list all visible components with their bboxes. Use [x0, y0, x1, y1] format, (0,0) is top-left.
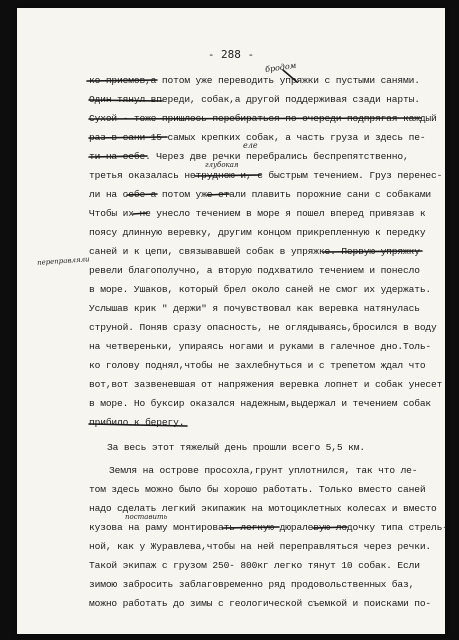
text-line: в море. Но буксир оказался надежным,выдержал и течением собак: [89, 398, 432, 409]
underline-mark: [89, 424, 187, 426]
insertion-mark: [283, 70, 297, 82]
text-line: надо сделать легкий экипажик на мотоциклетных колесах и вместо: [89, 503, 437, 514]
text-line: саней и к цепи, связывавшей собак в упряжке. Первую упряжку: [89, 246, 420, 257]
text-line: можно работать до зимы с геологической съемкой и поисками по-: [89, 598, 432, 609]
text-line: ревели благополучно, а вторую подхватило течением и понесло: [89, 265, 420, 276]
strikethrough-line: [127, 194, 157, 195]
strikethrough-line: [223, 527, 279, 528]
text-line: кузова на раму монтировать легкую дюралевую лодочку типа стрель-: [89, 522, 448, 533]
text-line: струной. Поняв сразу опасность, не оглядываясь,бросился в воду: [89, 322, 437, 333]
text-line: ли на себе а потом уже стали плавить порожние сани с собаками: [89, 189, 432, 200]
text-line: Сухой - тоже пришлось перебираться по очереди подпрягая каждый: [89, 113, 437, 124]
document-page: [17, 8, 448, 634]
strikethrough-line: [89, 137, 167, 138]
text-line: Земля на острове просохла,грунт уплотнился, так что ле-: [109, 465, 418, 476]
handwritten-note: глубокая: [205, 161, 239, 169]
text-line: раз в сани 15 самых крепких собак, а часть груза и здесь пе-: [89, 132, 426, 143]
handwritten-note: бродом: [264, 60, 297, 75]
strikethrough-line: [89, 100, 162, 101]
text-line: Чтобы их не унесло течением в море я пошел вперед привязав к: [89, 208, 426, 219]
text-line: ко приемов,а потом уже переводить упряжки с пустыми санями.: [89, 75, 420, 86]
handwritten-note: поставить: [125, 513, 168, 521]
handwritten-note: еле: [243, 141, 258, 150]
text-line: Один тянул впереди, собак,а другой поддерживая сзади нарты.: [89, 94, 420, 105]
text-line: том здесь можно было бы хорошо работать. Только вместо саней: [89, 484, 426, 495]
strikethrough-line: [207, 194, 229, 195]
text-line: третья оказалась нетрудною и, с быстрым течением. Груз перенес-: [89, 170, 443, 181]
text-line: на четвереньки, упираясь ногами и руками в галечное дно.Толь-: [89, 341, 432, 352]
strikethrough-line: [89, 118, 421, 119]
strikethrough-line: [323, 251, 422, 252]
text-line: Такой экипаж с грузом 250- 800кг легко тянут 10 собак. Если: [89, 560, 420, 571]
text-line: зимою забросить заблаговременно ряд продовольственных баз,: [89, 579, 415, 590]
text-line: ко голову поднял,чтобы не захлебнуться и с трепетом ждал что: [89, 360, 426, 371]
strikethrough-line: [89, 156, 147, 157]
text-line: прибило к берегу.: [89, 417, 185, 428]
strikethrough-line: [313, 527, 347, 528]
text-line: в море. Ушаков, который брел около саней не смог их удержать.: [89, 284, 432, 295]
strikethrough-line: [87, 80, 157, 81]
text-line: ти на себе. Через две речки перебрались беспрепятственно,: [89, 151, 409, 162]
text-line: вот,вот зазвеневшая от напряжения веревка лопнет и собак унесет: [89, 379, 443, 390]
text-line: За весь этот тяжелый день прошли всего 5,5 км.: [107, 442, 365, 453]
strikethrough-line: [195, 175, 261, 176]
text-line: ной, как у Журавлева,чтобы на ней переправляться через речки.: [89, 541, 432, 552]
text-line: поясу длинную веревку, другим концом прикрепленную к передку: [89, 227, 426, 238]
text-line: Услышав крик " держи" я почувствовал как веревка натянулась: [89, 303, 420, 314]
pen-marks: [17, 8, 445, 634]
handwritten-note: переправляли: [36, 255, 90, 267]
strikethrough-line: [133, 213, 147, 214]
page-number: - 288 -: [207, 48, 255, 61]
